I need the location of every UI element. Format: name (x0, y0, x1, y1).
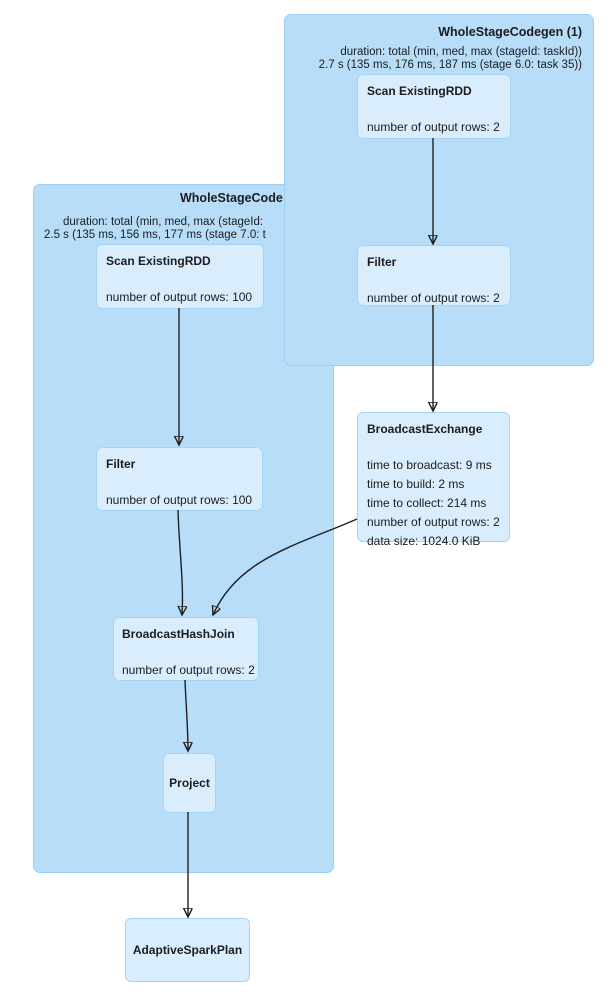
node-metric: number of output rows: 2 (122, 663, 255, 677)
node-metric: number of output rows: 100 (106, 290, 253, 304)
node-title: Scan ExistingRDD (367, 84, 472, 98)
node-project[interactable] (163, 753, 216, 813)
node-metric: number of output rows: 2 (367, 515, 500, 529)
node-title: Scan ExistingRDD (106, 254, 211, 268)
node-title: Filter (106, 457, 136, 471)
node-title: Filter (367, 255, 397, 269)
cluster-title: WholeStageCode (180, 191, 283, 205)
node-metric: time to collect: 214 ms (367, 496, 487, 510)
cluster-duration-line1: duration: total (min, med, max (stageId: (63, 216, 264, 228)
node-title: BroadcastExchange (367, 422, 483, 436)
node-metric: data size: 1024.0 KiB (367, 534, 481, 548)
cluster-wholestagecodegen-1 (284, 14, 594, 366)
node-scan-existingrdd-1[interactable] (357, 74, 511, 139)
node-title: BroadcastHashJoin (122, 627, 235, 641)
node-metric: time to build: 2 ms (367, 477, 465, 491)
node-filter-2[interactable] (96, 447, 263, 511)
node-title: AdaptiveSparkPlan (132, 943, 243, 957)
cluster-title: WholeStageCodegen (1) (438, 25, 582, 39)
node-broadcastexchange[interactable] (357, 412, 510, 548)
node-metric: number of output rows: 100 (106, 493, 253, 507)
cluster-duration-line2: 2.7 s (135 ms, 176 ms, 187 ms (stage 6.0: task 35)) (318, 59, 582, 71)
cluster-duration-line1: duration: total (min, med, max (stageId: taskId)) (340, 46, 582, 58)
cluster-duration-line2: 2.5 s (135 ms, 156 ms, 177 ms (stage 7.0: t (44, 229, 266, 241)
node-metric: time to broadcast: 9 ms (367, 458, 492, 472)
node-broadcasthashjoin[interactable] (113, 617, 259, 681)
node-adaptivesparkplan[interactable] (125, 918, 250, 982)
node-metric: number of output rows: 2 (367, 291, 500, 305)
node-filter-1[interactable] (357, 245, 511, 306)
node-scan-existingrdd-2[interactable] (96, 244, 264, 309)
node-metric: number of output rows: 2 (367, 120, 500, 134)
node-title: Project (169, 776, 210, 790)
